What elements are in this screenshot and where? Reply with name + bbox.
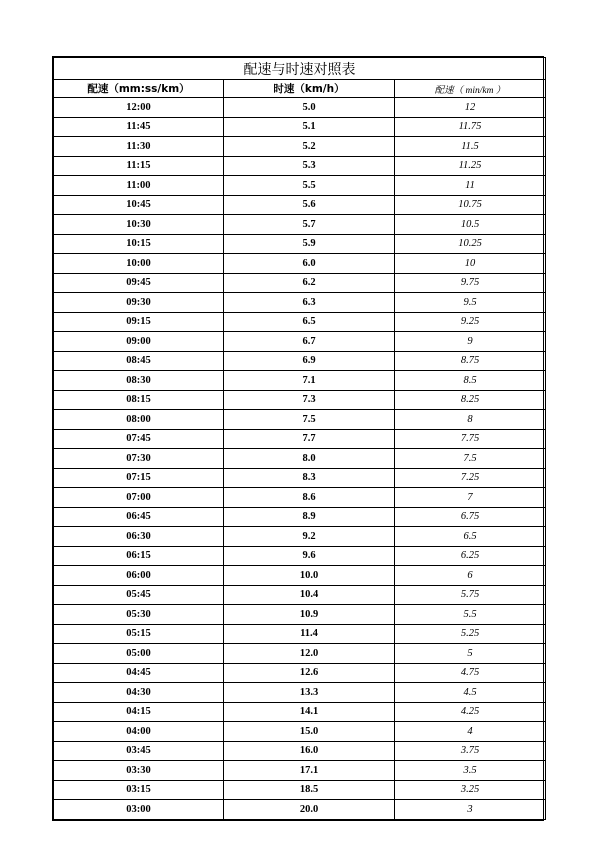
cell-speed: 5.7 [224,215,395,235]
cell-speed: 12.6 [224,663,395,683]
cell-speed: 8.0 [224,449,395,469]
cell-speed: 7.7 [224,429,395,449]
cell-pace-decimal: 7.75 [395,429,546,449]
cell-pace-decimal: 7.25 [395,468,546,488]
cell-pace: 05:00 [54,644,224,664]
table-row [54,137,546,157]
cell-pace: 11:00 [54,176,224,196]
table-row [54,683,546,703]
table-row [54,663,546,683]
cell-pace: 03:15 [54,780,224,800]
table-body [54,98,546,820]
table-row [54,761,546,781]
table-row [54,117,546,137]
table-row [54,195,546,215]
table-row [54,800,546,820]
cell-pace-decimal: 10.75 [395,195,546,215]
table-title: 配速与时速对照表 [54,58,546,80]
cell-speed: 5.6 [224,195,395,215]
cell-pace: 10:30 [54,215,224,235]
table-row [54,605,546,625]
table-row [54,293,546,313]
table-row [54,624,546,644]
cell-pace-decimal: 5.25 [395,624,546,644]
table-row [54,546,546,566]
table-row [54,488,546,508]
cell-speed: 10.4 [224,585,395,605]
cell-pace: 10:45 [54,195,224,215]
cell-pace: 07:30 [54,449,224,469]
cell-pace-decimal: 4.5 [395,683,546,703]
cell-pace: 05:15 [54,624,224,644]
cell-pace: 07:45 [54,429,224,449]
cell-pace-decimal: 4.75 [395,663,546,683]
cell-speed: 10.0 [224,566,395,586]
cell-pace-decimal: 5 [395,644,546,664]
cell-pace-decimal: 12 [395,98,546,118]
cell-speed: 7.3 [224,390,395,410]
cell-pace-decimal: 5.5 [395,605,546,625]
cell-pace-decimal: 6.5 [395,527,546,547]
pace-speed-table-sheet [52,56,544,821]
table-row [54,566,546,586]
cell-pace: 05:45 [54,585,224,605]
cell-pace: 06:45 [54,507,224,527]
cell-speed: 7.5 [224,410,395,430]
cell-speed: 11.4 [224,624,395,644]
cell-pace-decimal: 4 [395,722,546,742]
cell-pace: 04:30 [54,683,224,703]
cell-pace: 07:15 [54,468,224,488]
cell-pace: 11:30 [54,137,224,157]
cell-speed: 8.9 [224,507,395,527]
cell-pace: 08:00 [54,410,224,430]
table-row [54,702,546,722]
cell-speed: 5.0 [224,98,395,118]
header-speed: 时速（km/h） [224,80,395,98]
cell-pace: 09:45 [54,273,224,293]
cell-speed: 13.3 [224,683,395,703]
cell-pace-decimal: 7.5 [395,449,546,469]
pace-speed-table [53,57,546,820]
table-row [54,332,546,352]
cell-pace-decimal: 10.25 [395,234,546,254]
table-row [54,215,546,235]
table-row [54,312,546,332]
cell-pace: 05:30 [54,605,224,625]
table-row [54,234,546,254]
cell-pace: 04:15 [54,702,224,722]
cell-pace: 09:00 [54,332,224,352]
table-header-row [54,80,546,98]
table-row [54,468,546,488]
cell-pace-decimal: 9.25 [395,312,546,332]
table-row [54,410,546,430]
cell-pace-decimal: 7 [395,488,546,508]
cell-speed: 5.5 [224,176,395,196]
cell-pace-decimal: 8.75 [395,351,546,371]
table-row [54,644,546,664]
table-row [54,585,546,605]
cell-pace: 11:45 [54,117,224,137]
cell-pace-decimal: 9.5 [395,293,546,313]
cell-pace-decimal: 11.75 [395,117,546,137]
cell-speed: 6.3 [224,293,395,313]
cell-speed: 5.3 [224,156,395,176]
cell-pace-decimal: 9.75 [395,273,546,293]
cell-pace: 06:15 [54,546,224,566]
cell-speed: 8.3 [224,468,395,488]
cell-pace: 03:30 [54,761,224,781]
cell-speed: 9.6 [224,546,395,566]
cell-speed: 5.2 [224,137,395,157]
cell-pace: 09:30 [54,293,224,313]
table-row [54,390,546,410]
cell-pace: 03:45 [54,741,224,761]
cell-pace-decimal: 6 [395,566,546,586]
cell-pace-decimal: 3.75 [395,741,546,761]
cell-pace-decimal: 3.25 [395,780,546,800]
cell-pace: 07:00 [54,488,224,508]
cell-pace: 06:30 [54,527,224,547]
cell-pace: 06:00 [54,566,224,586]
cell-pace-decimal: 9 [395,332,546,352]
table-row [54,780,546,800]
cell-pace: 08:45 [54,351,224,371]
table-row [54,527,546,547]
cell-speed: 14.1 [224,702,395,722]
cell-pace-decimal: 4.25 [395,702,546,722]
cell-speed: 8.6 [224,488,395,508]
cell-speed: 6.5 [224,312,395,332]
cell-speed: 5.1 [224,117,395,137]
cell-pace: 10:15 [54,234,224,254]
cell-pace-decimal: 6.25 [395,546,546,566]
cell-pace-decimal: 8.25 [395,390,546,410]
table-row [54,507,546,527]
cell-pace: 04:45 [54,663,224,683]
cell-pace-decimal: 11 [395,176,546,196]
cell-pace-decimal: 3 [395,800,546,820]
cell-speed: 17.1 [224,761,395,781]
cell-pace-decimal: 3.5 [395,761,546,781]
cell-speed: 5.9 [224,234,395,254]
cell-speed: 6.7 [224,332,395,352]
header-pace-decimal: 配速（ min/km ） [395,80,546,98]
header-pace: 配速（mm:ss/km） [54,80,224,98]
cell-speed: 16.0 [224,741,395,761]
table-row [54,176,546,196]
cell-pace-decimal: 5.75 [395,585,546,605]
cell-pace-decimal: 10.5 [395,215,546,235]
table-row [54,351,546,371]
cell-pace-decimal: 10 [395,254,546,274]
table-row [54,371,546,391]
table-row [54,254,546,274]
cell-pace-decimal: 6.75 [395,507,546,527]
table-title-row [54,58,546,80]
cell-speed: 18.5 [224,780,395,800]
cell-pace-decimal: 8.5 [395,371,546,391]
table-row [54,429,546,449]
cell-pace: 12:00 [54,98,224,118]
table-row [54,449,546,469]
cell-pace: 10:00 [54,254,224,274]
cell-speed: 6.0 [224,254,395,274]
table-row [54,741,546,761]
cell-speed: 6.2 [224,273,395,293]
cell-pace-decimal: 8 [395,410,546,430]
table-row [54,98,546,118]
cell-pace-decimal: 11.5 [395,137,546,157]
cell-speed: 15.0 [224,722,395,742]
cell-speed: 6.9 [224,351,395,371]
table-row [54,722,546,742]
cell-pace: 04:00 [54,722,224,742]
cell-speed: 9.2 [224,527,395,547]
cell-speed: 12.0 [224,644,395,664]
table-row [54,156,546,176]
cell-pace: 11:15 [54,156,224,176]
cell-pace: 03:00 [54,800,224,820]
cell-speed: 7.1 [224,371,395,391]
cell-pace: 08:15 [54,390,224,410]
cell-pace: 08:30 [54,371,224,391]
cell-pace-decimal: 11.25 [395,156,546,176]
cell-speed: 20.0 [224,800,395,820]
cell-speed: 10.9 [224,605,395,625]
cell-pace: 09:15 [54,312,224,332]
table-row [54,273,546,293]
